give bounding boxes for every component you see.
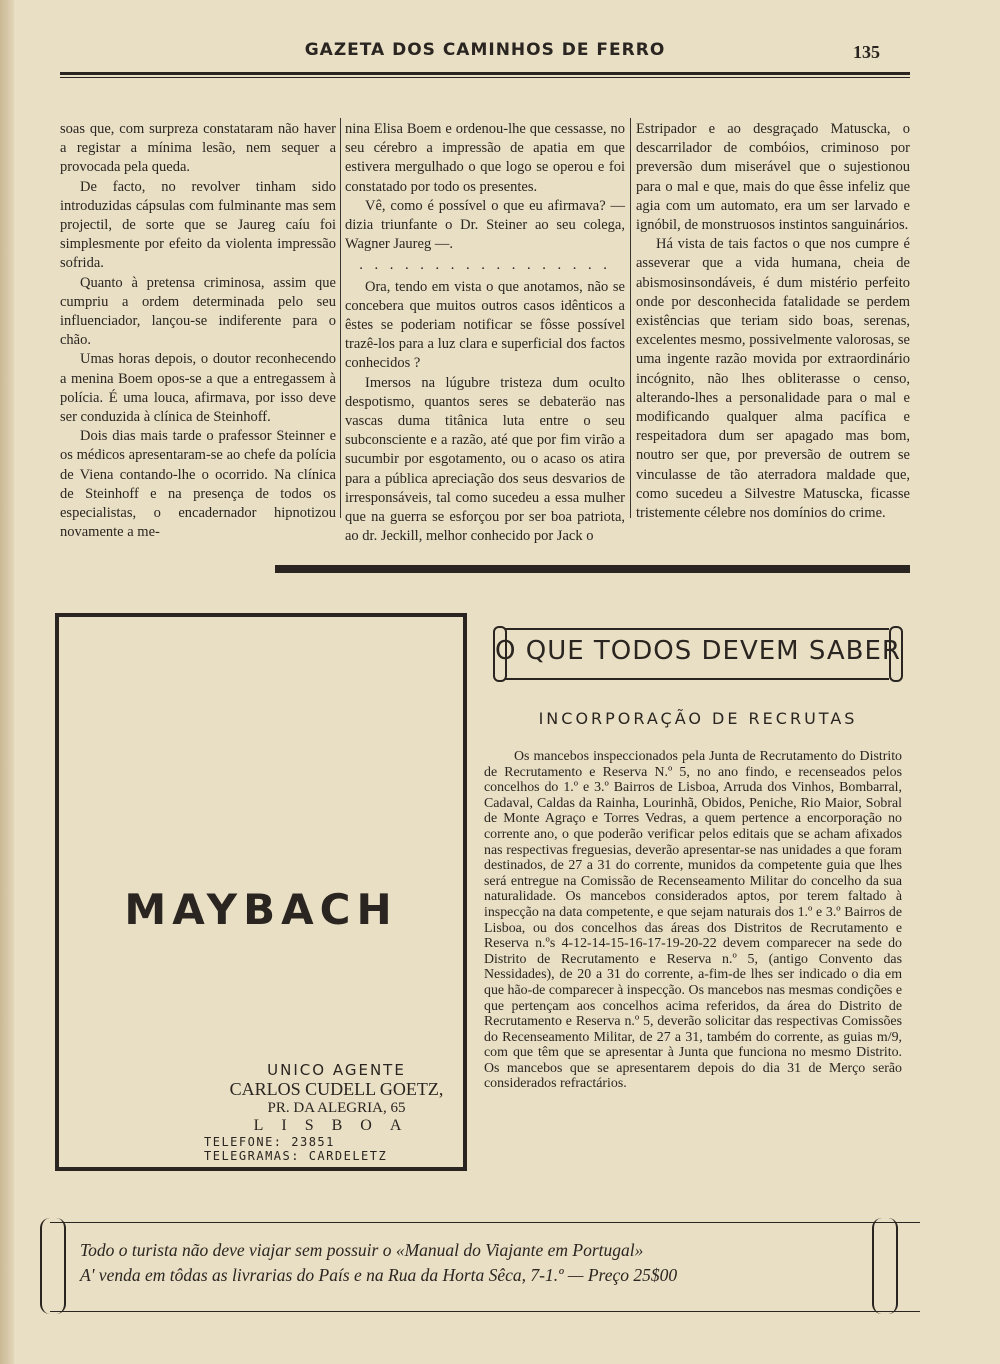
notice-body: Os mancebos inspeccionados pela Junta de Recrutamento do Distrito de Recrutamento e Reserva N.º 5, no ano findo, e recenseados pelos concelhos do 1.º e 3.º Bairros de Lisboa, Arruda dos Vinhos, Bombarral, Cadaval, Caldas da Rainha, Lourinhã, Obidos, Peniche, Rio Maior, Sobral de Monte Agraço e Torres Vedras, a quem pertence a encorporação no corrente ano, o que poderão verificar pelos editais que se acham afixados nas respectivas freguesias, deverão apresentar-se nas unidades a que foram destinados, de 27 a 31 do corrente, munidos da competente guia que lhes será entregue na Comissão de Recenseamento Militar do concelho da sua naturalidade. Os mancebos considerados aptos, por terem faltado à inspecção na data competente, e que sejam naturais dos 1.º e 3.º Bairros de Lisboa, ou dos concelhos das áreas dos Distritos de Recrutamento e Reserva n.ºs 4-12-14-15-16-17-19-20-22 devem comparecer na sede do Distrito de Recrutamento e Reserva n.º 5, (antigo Convento das Nessidades), de 20 a 31 do corrente, a-fim-de lhes ser indicado o dia em que hão-de comparecer à inspecção. Os mancebos nas mesmas condições e que pertençam aos concelhos acima referidos, da área do Distrito de Recrutamento e Reserva n.º 5, deverão solicitar das respectivas Comissões do Recenseamento Militar, de 27 a 31, também do corrente, as guias m/9, com que têm que se apresentar à Junta que funciona no mesmo Distrito. Os mancebos que se apresentarem depois do dia 31 de Merço serão considerados refractários. [484, 749, 902, 1092]
footer-line: A' venda em tôdas as livrarias do País e na Rua da Horta Sêca, 7-1.º — Preço 25$00 [80, 1264, 678, 1285]
running-head [60, 40, 910, 70]
banner-heading: O QUE TODOS DEVEM SABER [495, 636, 901, 666]
page-number: 135 [853, 42, 880, 62]
article-column-2 [345, 120, 625, 546]
advert-line: UNICO AGENTE [267, 1061, 406, 1079]
paragraph: Imersos na lúgubre tristeza dum oculto despotismo, quantos seres se debateräo nas vascas duma titânica luta entre o seu subconsciente e a razão, até que por fim virão a sucumbir por esgotamento, ou o acaso os atira para a pública apreciação dos seus desvarios de irresponsáveis, tal como sucedeu a essa mulher que na guerra se esforçou por ser boa patriota, ao dr. Jeckill, melhor conhecido por Jack o [345, 374, 625, 545]
advert-line: CARLOS CUDELL GOETZ, [229, 1079, 444, 1099]
column-divider [630, 118, 631, 518]
paragraph: Há vista de tais factos o que nos cumpre é asseverar que a vida humana, cheia de abismosinsondáveis, é dum mistério perfeito onde por desconhecida fatalidade se perdem existências que teriam sido boas, serenas, excelentes mesmo, possivelmente valorosas, se uma ingente razão movida por extraordinário incógnito, não lhes obliterasse o censo, alterando-lhes a personalidade para o mal e modificando qualquer alma pacífica e respeitadora dum ser apagado mas bom, noutro ser que, por preversão de outrem se vinculasse de tão aterradora maldade que, como sucedeu a Silvestre Matuscka, ficasse tristemente célebre nos domínios do crime. [636, 236, 910, 522]
paragraph: Estripador e ao desgraçado Matuscka, o descarrilador de combóios, criminoso por preversão dum miserável que o sujestionou para o mal e que, mais do que êsse infeliz que agia com um automato, era um ser larvado e ignóbil, de monstruosos instintos sanguinários. [636, 121, 910, 234]
notice-title: INCORPORAÇÃO DE RECRUTAS [538, 709, 858, 728]
article-column-1 [60, 120, 336, 542]
footer-advert-text [80, 1238, 870, 1287]
header-rule [60, 72, 910, 78]
paragraph: Quanto à pretensa criminosa, assim que cumpriu a ordem determinada pelo seu influenciador, lançou-se indiferente para o chão. [60, 274, 336, 349]
ellipsis-separator: . . . . . . . . . . . . . . . . . [359, 257, 611, 274]
journal-title: GAZETA DOS CAMINHOS DE FERRO [304, 40, 666, 60]
section-divider [275, 565, 910, 573]
page-binding-edge [0, 0, 14, 1364]
advert-line: PR. DA ALEGRIA, 65 [267, 1100, 406, 1116]
footer-ornament [872, 1218, 898, 1314]
maybach-advert [55, 613, 467, 1171]
paragraph: De facto, no revolver tinham sido introduzidas cápsulas com fulminante mas sem projectil, de sorte que se Jaureg caíu foi simplesmente por efeito da violenta impressão sofrida. [60, 178, 336, 272]
paragraph: Dois dias mais tarde o prafessor Steinner e os médicos apresentaram-se ao chefe da polícia de Viena contando-lhe o ocorrido. Na clínica de Steinhoff e na presença de todos os especialistas, o encadernador hipnotizou novamente a me- [60, 428, 336, 541]
advert-line: TELEFONE: 23851 [204, 1135, 335, 1149]
footer-ornament [40, 1218, 66, 1314]
paragraph: soas que, com surpreza constataram não haver a registar a mínima lesão, nem sequer a provocada pela queda. [60, 121, 336, 176]
column-divider [340, 118, 341, 518]
paragraph: nina Elisa Boem e ordenou-lhe que cessasse, no seu cérebro a impressão de apatia em que estivera mergulhado o que logo se operou e foi constatado por todo os presentes. [345, 121, 625, 195]
article-column-3 [636, 120, 910, 523]
paragraph: Umas horas depois, o doutor reconhecendo a menina Boem opos-se a que a entregassem à polícia. É uma louca, afirmava, por isso deve ser conduzida à clínica de Steinhoff. [60, 351, 336, 426]
advert-line: TELEGRAMAS: CARDELETZ [204, 1149, 388, 1163]
footer-line: Todo o turista não deve viajar sem possuir o «Manual do Viajante em Portugal» [80, 1240, 644, 1260]
advert-details [204, 1061, 469, 1163]
advert-line: LISBOA [253, 1117, 420, 1134]
paragraph: Ora, tendo em vista o que anotamos, não se concebera que muitos outros casos idênticos a êstes se poderiam notificar se fôsse possível trazê-los para a luz clara e superficial dos factos conhecidos ? [345, 278, 625, 372]
paragraph: Vê, como é possível o que eu afirmava? — dizia triunfante o Dr. Steiner ao seu colega, Wagner Jaureg —. [345, 197, 625, 253]
advert-brand: MAYBACH [124, 885, 398, 934]
notice-banner [493, 622, 903, 688]
